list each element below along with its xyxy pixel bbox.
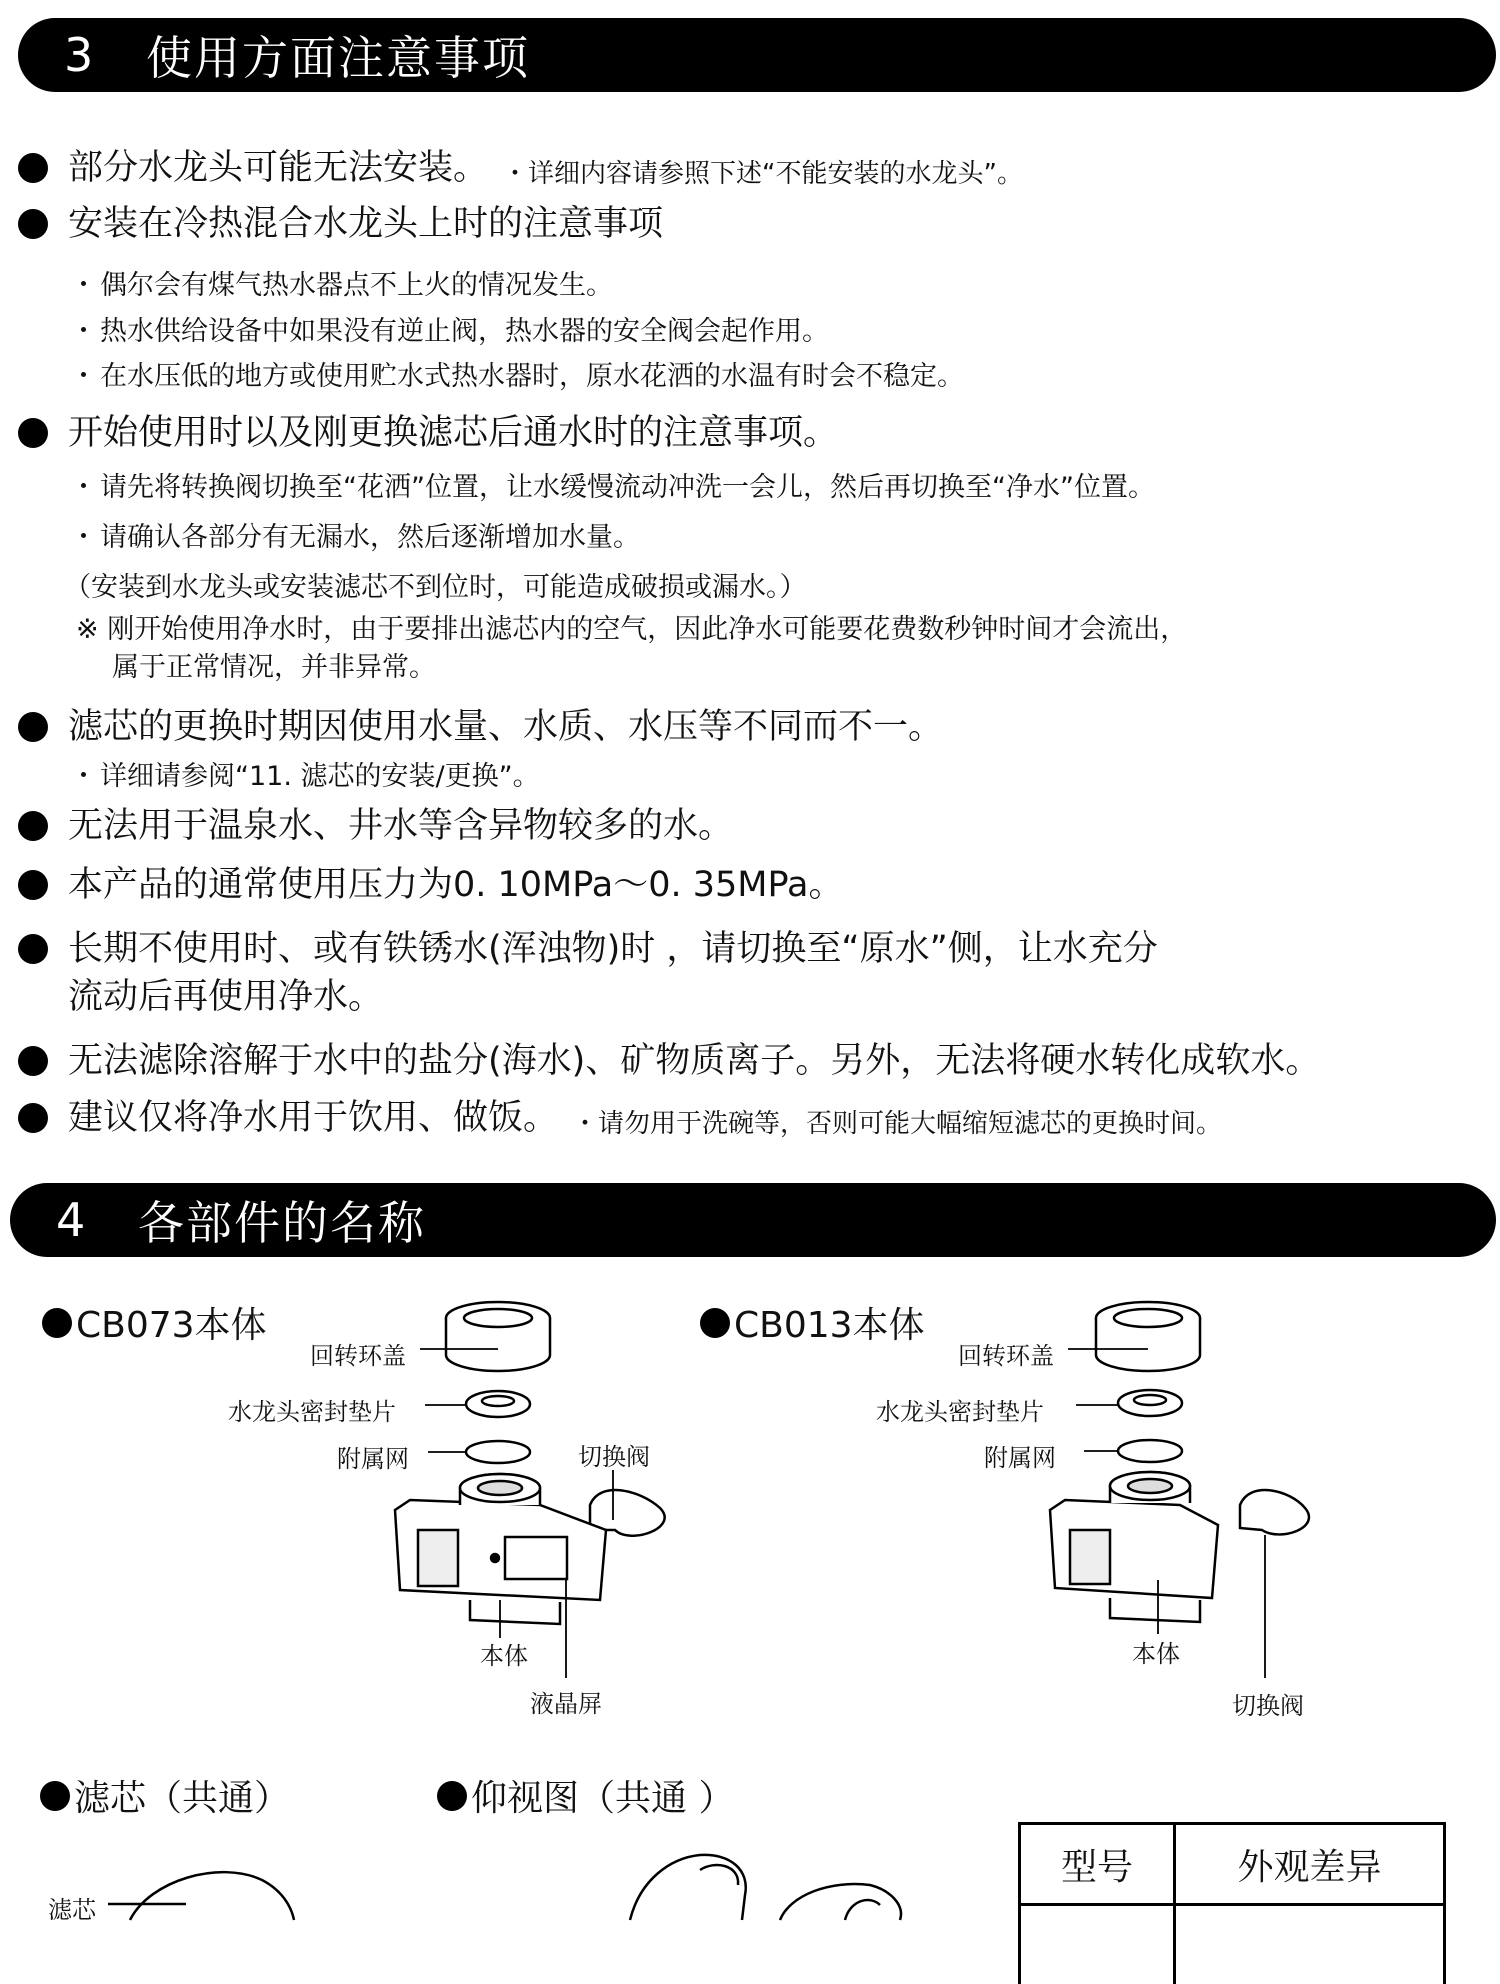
- cb073-heading-text: CB073本体: [76, 1297, 267, 1348]
- caution-text: 流动后再使用净水。: [68, 973, 1158, 1021]
- caution-text: 本产品的通常使用压力为0. 10MPa～0. 35MPa。: [68, 861, 843, 909]
- parenthetical-note: （安装到水龙头或安装滤芯不到位时，可能造成破损或漏水。）: [64, 565, 807, 604]
- caution-text: 开始使用时以及刚更换滤芯后通水时的注意事项。: [68, 409, 838, 457]
- sub-item: ・ 在水压低的地方或使用贮水式热水器时，原水花洒的水温有时会不稳定。: [70, 359, 964, 395]
- section-number: 4: [56, 1193, 138, 1247]
- bottom-view-heading-text: 仰视图（共通 ）: [471, 1770, 734, 1821]
- sub-item-text: 热水供给设备中如果没有逆止阀，热水器的安全阀会起作用。: [100, 316, 829, 347]
- sub-item: ・ 偶尔会有煤气热水器点不上火的情况发生。: [70, 268, 613, 304]
- section-number: 3: [64, 28, 146, 82]
- caution-text: 安装在冷热混合水龙头上时的注意事项: [68, 200, 663, 248]
- model-comparison-table: [1018, 1822, 1446, 1984]
- table-cell: [1175, 1905, 1445, 1984]
- sub-item-text: 请确认各部分有无漏水，然后逐渐增加水量。: [100, 522, 640, 553]
- valve-label: 切换阀: [1232, 1686, 1304, 1721]
- caution-text: 长期不使用时、或有铁锈水(浑浊物)时 ，请切换至“原水”侧，让水充分: [68, 925, 1158, 973]
- body-label: 本体: [480, 1636, 528, 1671]
- caution-text: 部分水龙头可能无法安装。: [68, 144, 488, 192]
- body-label: 本体: [1132, 1634, 1180, 1669]
- cb013-heading-text: CB013本体: [734, 1297, 925, 1348]
- caution-text: 无法滤除溶解于水中的盐分(海水)、矿物质离子。另外，无法将硬水转化成软水。: [68, 1037, 1320, 1085]
- ring-cover-label: 回转环盖: [958, 1336, 1054, 1371]
- sub-item-text: 在水压低的地方或使用贮水式热水器时，原水花洒的水温有时会不稳定。: [100, 361, 964, 392]
- section-title: 使用方面注意事项: [146, 22, 530, 88]
- sub-item-text: 偶尔会有煤气热水器点不上火的情况发生。: [100, 270, 613, 301]
- sub-item: ・ 详细请参阅“11. 滤芯的安装/更换”。: [70, 759, 540, 795]
- filter-heading-text: 滤芯（共通）: [74, 1770, 290, 1821]
- gasket-label: 水龙头密封垫片: [876, 1392, 1044, 1427]
- sub-item: ・ 请先将转换阀切换至“花洒”位置，让水缓慢流动冲洗一会儿，然后再切换至“净水”位置。: [70, 470, 1155, 506]
- lcd-label: 液晶屏: [530, 1684, 602, 1719]
- gasket-label: 水龙头密封垫片: [228, 1392, 396, 1427]
- mesh-label: 附属网: [337, 1439, 409, 1474]
- table-header-row: [1020, 1824, 1445, 1905]
- caution-note: ・请勿用于洗碗等，否则可能大幅缩短滤芯的更换时间。: [572, 1100, 1222, 1148]
- sub-item-text: 详细请参阅“11. 滤芯的安装/更换”。: [100, 761, 540, 792]
- section-title: 各部件的名称: [138, 1187, 426, 1253]
- table-row: [1020, 1905, 1445, 1984]
- remark-line: ※ 刚开始使用净水时，由于要排出滤芯内的空气，因此净水可能要花费数秒钟时间才会流出，: [76, 614, 1187, 645]
- sub-item: ・ 请确认各部分有无漏水，然后逐渐增加水量。: [70, 520, 640, 556]
- caution-text: 建议仅将净水用于饮用、做饭。: [68, 1094, 558, 1142]
- sub-item: ・ 热水供给设备中如果没有逆止阀，热水器的安全阀会起作用。: [70, 314, 829, 350]
- caution-note: ・详细内容请参照下述“不能安装的水龙头”。: [502, 150, 1023, 198]
- remark-line: 属于正常情况，并非异常。: [76, 649, 1187, 687]
- table-cell: [1020, 1905, 1175, 1984]
- valve-label: 切换阀: [578, 1437, 650, 1472]
- caution-text: 无法用于温泉水、井水等含异物较多的水。: [68, 802, 733, 850]
- ring-cover-label: 回转环盖: [310, 1336, 406, 1371]
- filter-label: 滤芯: [48, 1890, 96, 1925]
- mesh-label: 附属网: [984, 1438, 1056, 1473]
- sub-item-text: 请先将转换阀切换至“花洒”位置，让水缓慢流动冲洗一会儿，然后再切换至“净水”位置。: [100, 472, 1155, 503]
- table-header-difference: 外观差异: [1175, 1824, 1445, 1905]
- table-header-model: 型号: [1020, 1824, 1175, 1905]
- caution-text: 滤芯的更换时期因使用水量、水质、水压等不同而不一。: [68, 703, 943, 751]
